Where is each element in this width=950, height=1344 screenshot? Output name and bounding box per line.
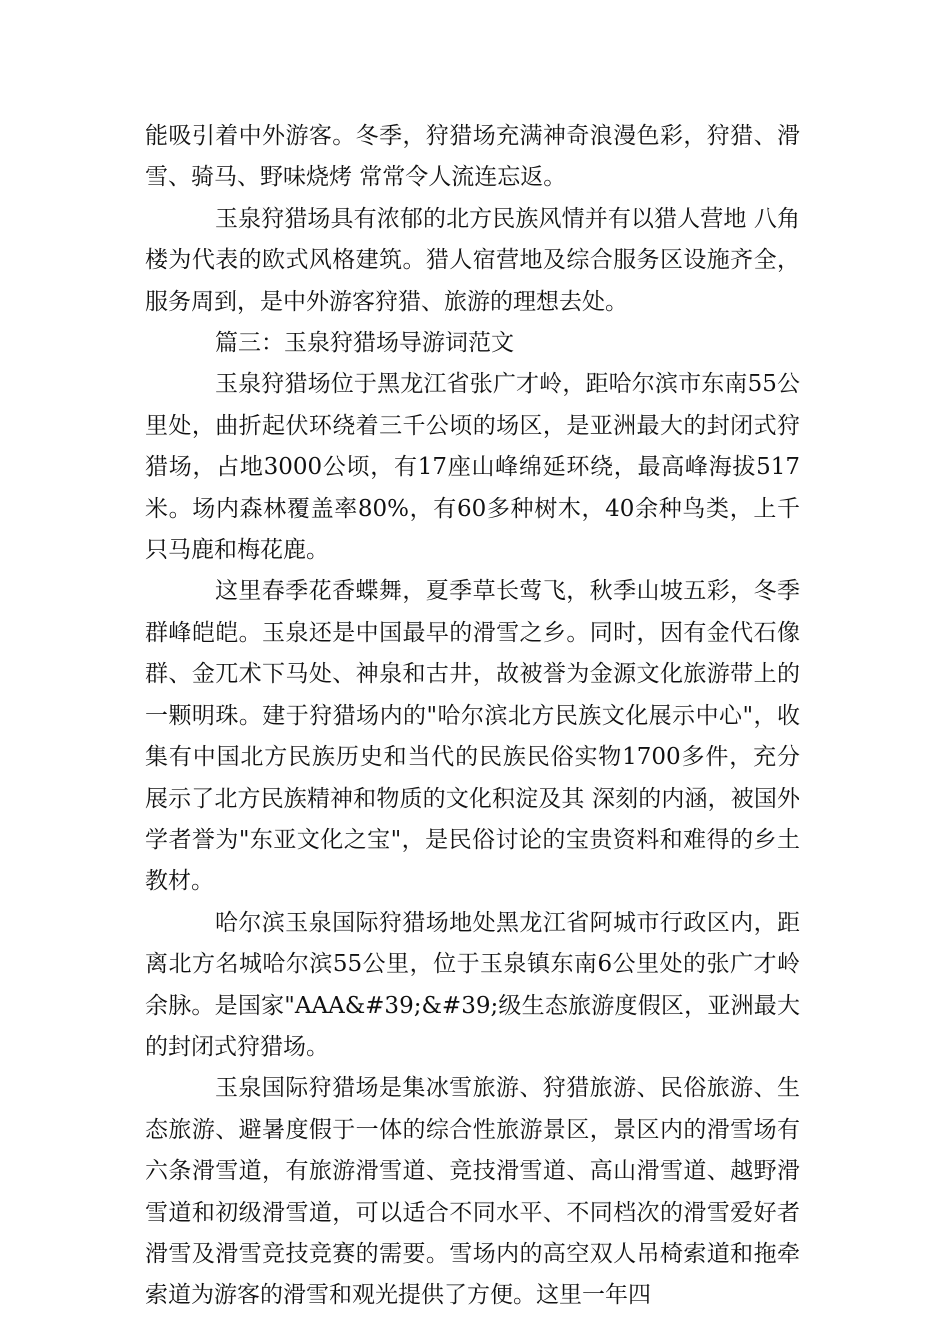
paragraph-ski-resort: 玉泉国际狩猎场是集冰雪旅游、狩猎旅游、民俗旅游、生态旅游、避暑度假于一体的综合性旅游景区，景区内的滑雪场有六条滑雪道，有旅游滑雪道、竞技滑雪道、高山滑雪道、越野滑雪道和初级滑雪道，可以适合不同水平、不同档次的滑雪爱好者滑雪及滑雪竞技竞赛的需要。雪场内的高空双人吊椅索道和拖牵索道为游客的滑雪和观光提供了方便。这里一年四: [145, 1075, 800, 1309]
section-heading: 篇三：玉泉狩猎场导游词范文: [215, 330, 514, 357]
paragraph-winter-activities: 能吸引着中外游客。冬季，狩猎场充满神奇浪漫色彩，狩猎、滑雪、骑马、野味烧烤 常常令人流连忘返。: [145, 123, 800, 191]
paragraph-international-hunting-ground: 哈尔滨玉泉国际狩猎场地处黑龙江省阿城市行政区内，距离北方名城哈尔滨55公里，位于玉泉镇东南6公里处的张广才岭余脉。是国家"AAA&#39;&#39;级生态旅游度假区，亚洲最大的封闭式狩猎场。: [145, 909, 800, 1060]
paragraph-ethnic-style: 玉泉狩猎场具有浓郁的北方民族风情并有以猎人营地 八角楼为代表的欧式风格建筑。猎人宿营地及综合服务区设施齐全，服务周到，是中外游客狩猎、旅游的理想去处。: [145, 205, 800, 315]
document-body: [145, 116, 800, 1317]
paragraph-seasons-culture: 这里春季花香蝶舞，夏季草长莺飞，秋季山坡五彩，冬季群峰皑皑。玉泉还是中国最早的滑雪之乡。同时，因有金代石像群、金兀术下马处、神泉和古井，故被誉为金源文化旅游带上的一颗明珠。建于狩猎场内的"哈尔滨北方民族文化展示中心"，收集有中国北方民族历史和当代的民族民俗实物1700多件，充分展示了北方民族精神和物质的文化积淀及其 深刻的内涵，被国外学者誉为"东亚文化之宝"，是民俗讨论的宝贵资料和难得的乡土教材。: [145, 578, 800, 895]
paragraph-location: 玉泉狩猎场位于黑龙江省张广才岭，距哈尔滨市东南55公里处，曲折起伏环绕着三千公顷的场区，是亚洲最大的封闭式狩猎场，占地3000公顷，有17座山峰绵延环绕，最高峰海拔517米。场内森林覆盖率80%，有60多种树木，40余种鸟类，上千只马鹿和梅花鹿。: [145, 371, 800, 564]
